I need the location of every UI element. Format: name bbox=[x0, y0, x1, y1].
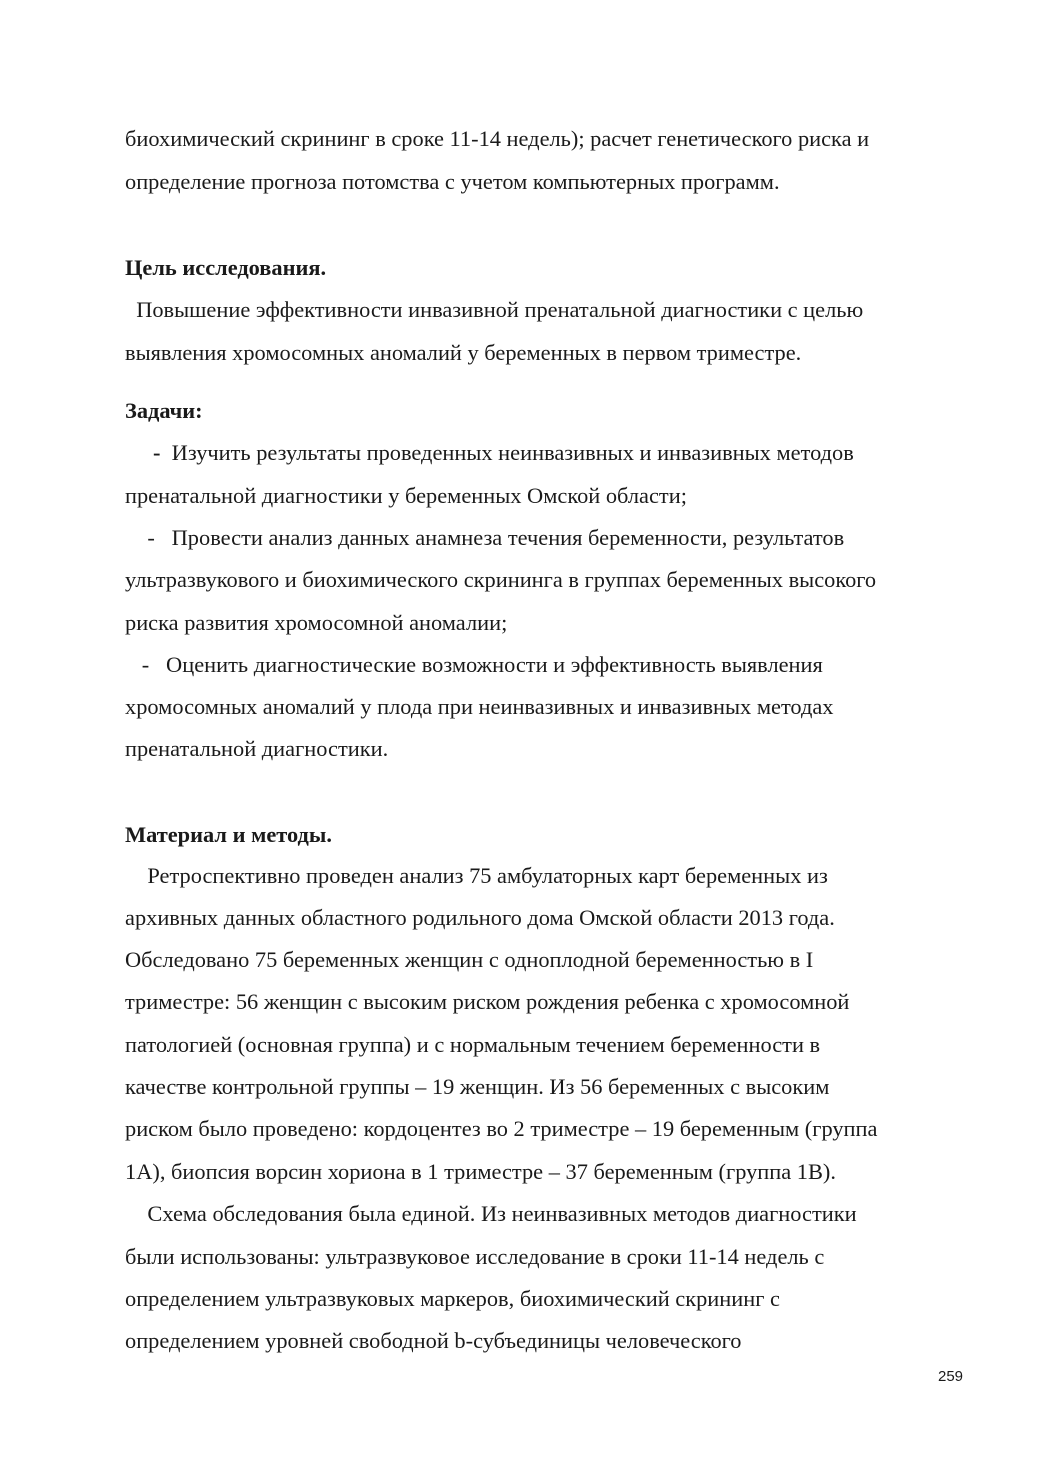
task-1-dash: - bbox=[125, 440, 161, 465]
task-1-text: Изучить результаты проведенных неинвазивных и инвазивных методов bbox=[160, 440, 854, 465]
methods-p2-line-1: Схема обследования была единой. Из неинвазивных методов диагностики bbox=[125, 1201, 857, 1226]
task-3-line-2: хромосомных аномалий у плода при неинвазивных и инвазивных методах bbox=[125, 694, 834, 719]
task-1-line-2: пренатальной диагностики у беременных Омской области; bbox=[125, 483, 687, 508]
methods-p1-line-3: Обследовано 75 беременных женщин с одноплодной беременностью в I bbox=[125, 947, 814, 972]
methods-heading: Материал и методы. bbox=[125, 822, 332, 847]
methods-p1-line-1: Ретроспективно проведен анализ 75 амбулаторных карт беременных из bbox=[125, 863, 828, 888]
methods-p1-line-2: архивных данных областного родильного дома Омской области 2013 года. bbox=[125, 905, 835, 930]
task-3-line-3: пренатальной диагностики. bbox=[125, 736, 389, 761]
task-3-line-1: - Оценить диагностические возможности и эффективность выявления bbox=[125, 652, 823, 677]
goal-heading: Цель исследования. bbox=[125, 255, 327, 280]
task-2-line-3: риска развития хромосомной аномалии; bbox=[125, 610, 508, 635]
methods-p1-line-8: 1А), биопсия ворсин хориона в 1 триместре – 37 беременным (группа 1В). bbox=[125, 1159, 836, 1184]
tasks-heading: Задачи: bbox=[125, 398, 203, 423]
methods-p1-line-4: триместре: 56 женщин с высоким риском рождения ребенка с хромосомной bbox=[125, 989, 850, 1014]
methods-p1-line-5: патологией (основная группа) и с нормальным течением беременности в bbox=[125, 1032, 821, 1057]
methods-p1-line-7: риском было проведено: кордоцентез во 2 триместре – 19 беременным (группа bbox=[125, 1116, 878, 1141]
methods-p2-line-2: были использованы: ультразвуковое исследование в сроки 11-14 недель с bbox=[125, 1244, 825, 1269]
methods-p2-line-4: определением уровней свободной b-субъединицы человеческого bbox=[125, 1328, 742, 1353]
goal-line-2: выявления хромосомных аномалий у беременных в первом триместре. bbox=[125, 340, 802, 365]
goal-line-1: Повышение эффективности инвазивной пренатальной диагностики с целью bbox=[125, 297, 864, 322]
intro-line-2: определение прогноза потомства с учетом компьютерных программ. bbox=[125, 169, 780, 194]
task-2-line-1: - Провести анализ данных анамнеза течения беременности, результатов bbox=[125, 525, 845, 550]
task-1-line-1 bbox=[125, 438, 854, 468]
methods-p2-line-3: определением ультразвуковых маркеров, биохимический скрининг с bbox=[125, 1286, 780, 1311]
task-2-line-2: ультразвукового и биохимического скрининга в группах беременных высокого bbox=[125, 567, 877, 592]
methods-p1-line-6: качестве контрольной группы – 19 женщин. Из 56 беременных с высоким bbox=[125, 1074, 830, 1099]
page-number: 259 bbox=[938, 1368, 964, 1385]
intro-line-1: биохимический скрининг в сроке 11-14 недель); расчет генетического риска и bbox=[125, 126, 870, 151]
